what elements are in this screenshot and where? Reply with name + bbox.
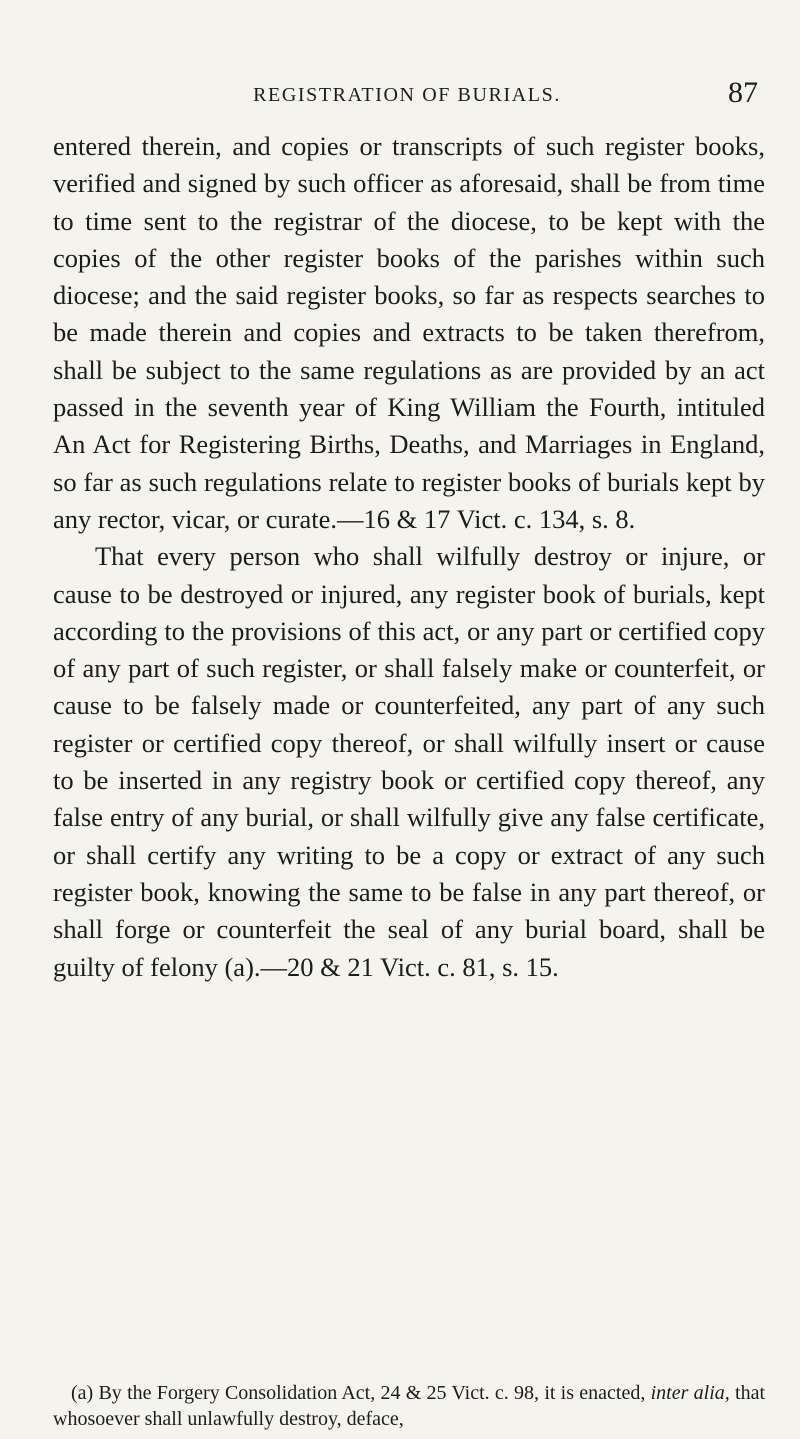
running-title: REGISTRATION OF BURIALS. — [253, 84, 561, 106]
footnote-text-start: By the Forgery Consolidation Act, 24 & 25 Vict. c. 98, it is enacted, — [98, 1382, 646, 1404]
body-text — [53, 128, 765, 986]
page-number: 87 — [728, 76, 758, 109]
footnote-marker: (a) — [71, 1382, 94, 1404]
footnote-italic: inter alia, — [650, 1382, 730, 1404]
footnote-text-end: that whosoever shall unlawfully destroy, deface, — [53, 1382, 766, 1430]
footnote-paragraph — [53, 1380, 765, 1432]
running-head — [52, 76, 762, 112]
footnote — [53, 1380, 765, 1432]
paragraph-continued: entered therein, and copies or transcripts of such register books, verified and signed by such officer as aforesaid, shall be from time to time sent to the registrar of the diocese, to be kept with the copies of the other register books of the parishes within such diocese; and the said register books, so far as respects searches to be made therein and copies and extracts to be taken therefrom, shall be subject to the same regulations as are provided by an act passed in the seventh year of King William the Fourth, intituled An Act for Registering Births, Deaths, and Marriages in England, so far as such regulations relate to register books of burials kept by any rector, vicar, or curate.—16 & 17 Vict. c. 134, s. 8. — [53, 131, 765, 534]
paragraph-felony-clause: That every person who shall wilfully destroy or injure, or cause to be destroyed or injured, any register book of burials, kept according to the provisions of this act, or any part or certified copy of any part of such register, or shall falsely make or counterfeit, or cause to be falsely made or counterfeited, any part of any such register or certified copy thereof, or shall wilfully insert or cause to be inserted in any registry book or certified copy thereof, any false entry of any burial, or shall wilfully give any false certificate, or shall certify any writing to be a copy or extract of any such register book, knowing the same to be false in any part thereof, or shall forge or counterfeit the seal of any burial board, shall be guilty of felony (a).—20 & 21 Vict. c. 81, s. 15. — [53, 541, 765, 982]
